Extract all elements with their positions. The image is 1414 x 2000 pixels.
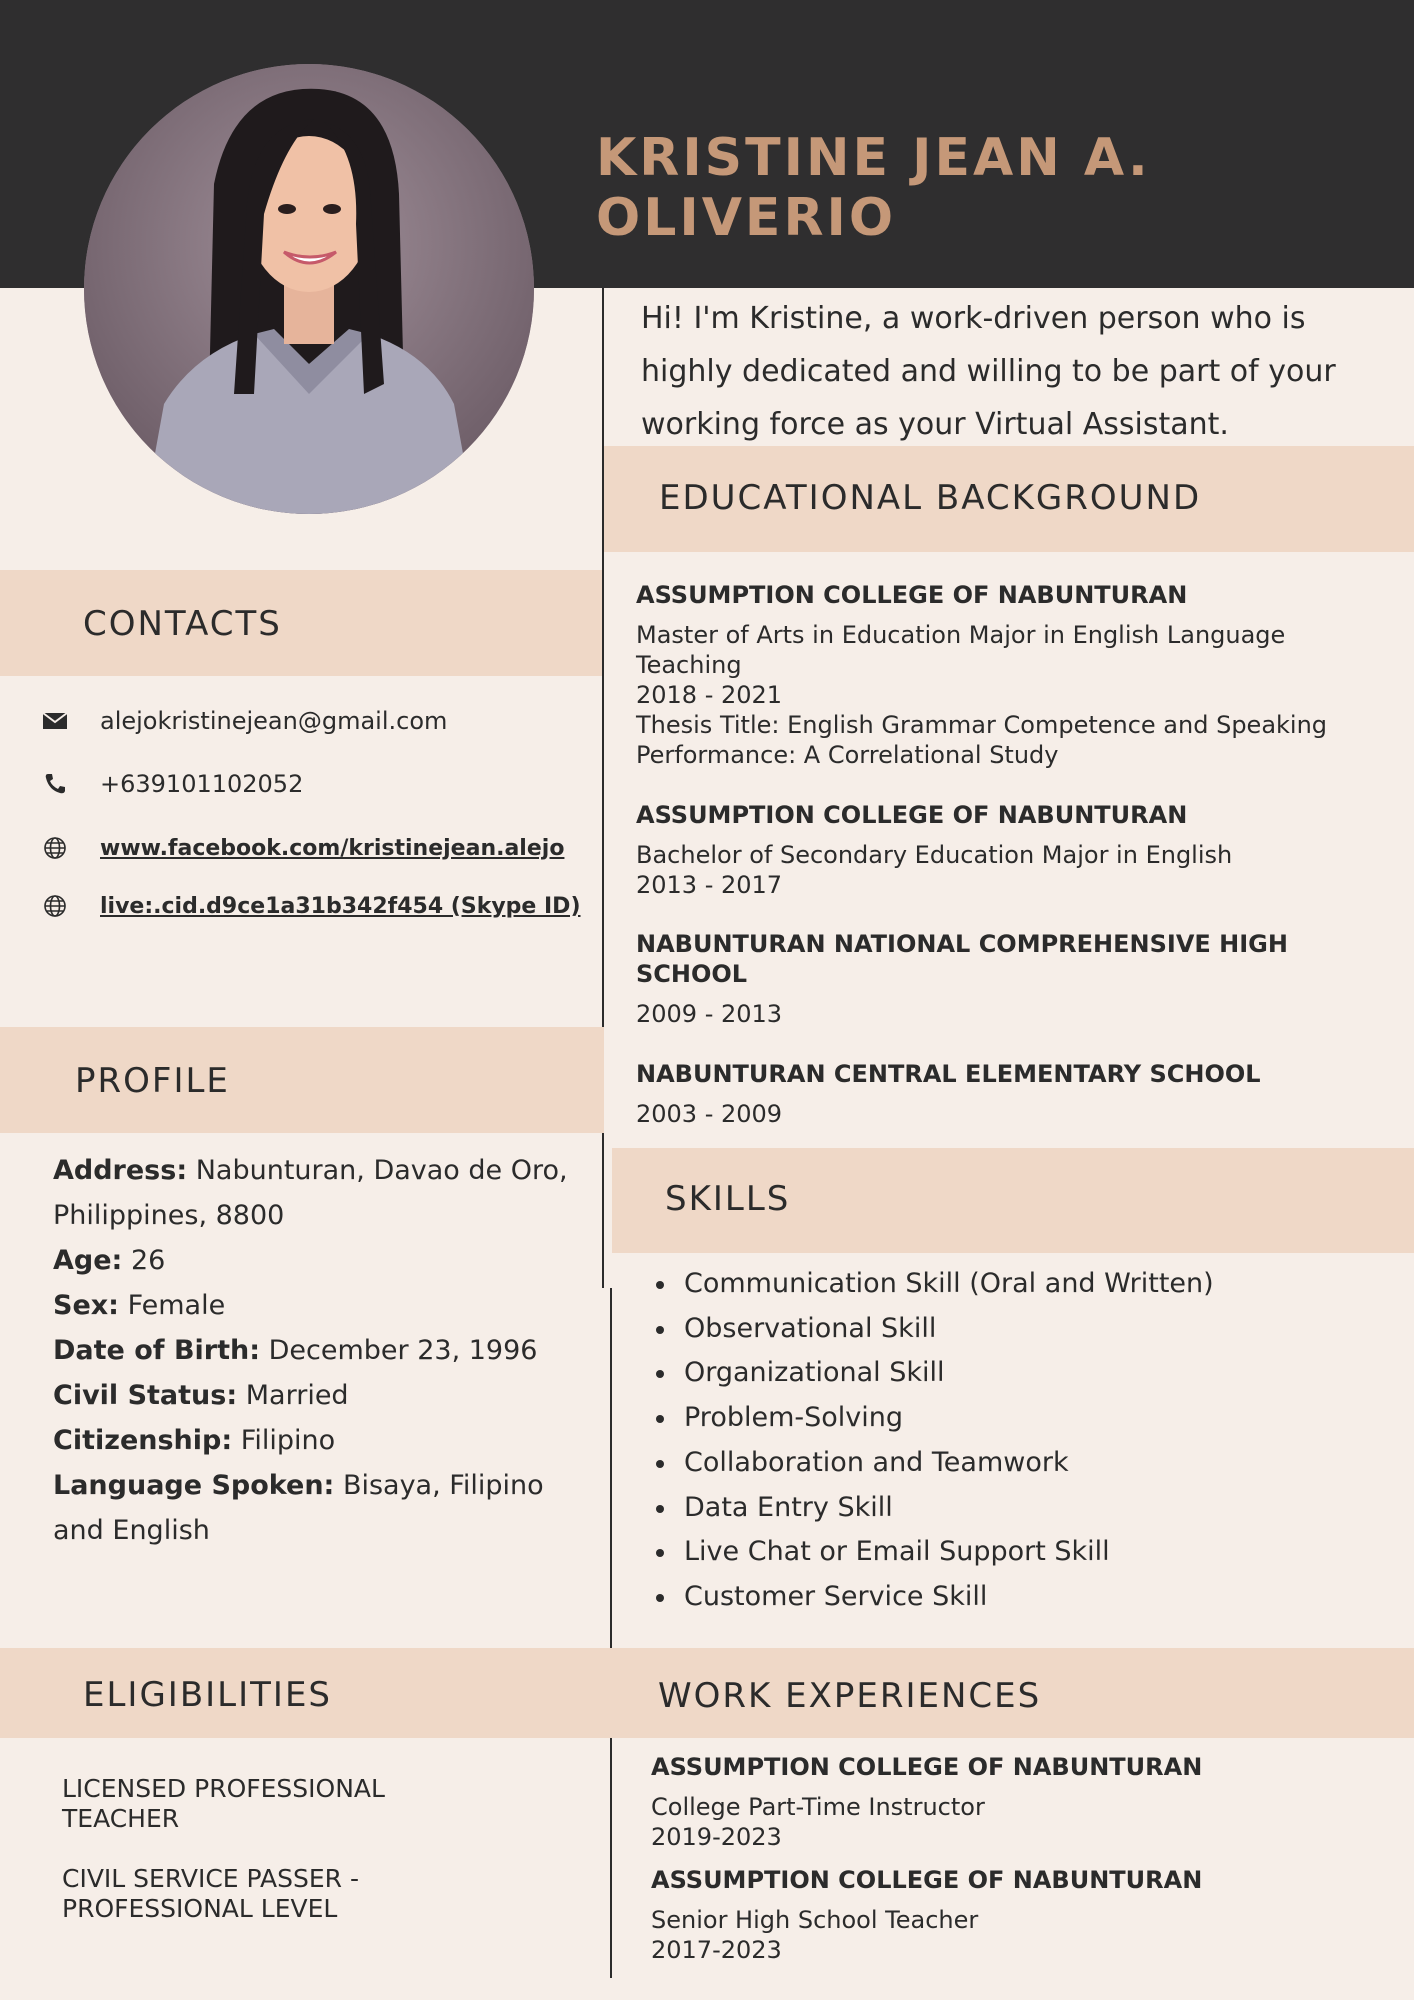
skill-item: Customer Service Skill: [684, 1575, 1214, 1620]
work-company: ASSUMPTION COLLEGE OF NABUNTURAN: [651, 1753, 1203, 1781]
edu-school: NABUNTURAN NATIONAL COMPREHENSIVE HIGH SCHOOL: [636, 930, 1288, 988]
work-title: WORK EXPERIENCES: [658, 1676, 1042, 1716]
skill-item: Live Chat or Email Support Skill: [684, 1530, 1214, 1575]
contact-skype[interactable]: [40, 891, 581, 921]
education-entry: [636, 929, 1356, 1029]
profile-civil-status: Civil Status: Married: [53, 1380, 349, 1411]
globe-icon: [40, 891, 70, 921]
intro-text: Hi! I'm Kristine, a work-driven person who is highly dedicated and willing to be part of your working force as your Virtual Assistant.: [641, 301, 1336, 442]
edu-thesis: Thesis Title: English Grammar Competence and Speaking Performance: A Correlational Study: [636, 711, 1328, 769]
education-entry: [636, 800, 1356, 900]
globe-icon: [40, 833, 70, 863]
work-years: 2019-2023: [651, 1823, 782, 1851]
profile-photo: [84, 64, 534, 514]
column-divider-lower: [610, 1288, 612, 1978]
edu-school: ASSUMPTION COLLEGE OF NABUNTURAN: [636, 581, 1188, 609]
profile-language: Language Spoken: Bisaya, Filipino and English: [53, 1470, 544, 1546]
work-company: ASSUMPTION COLLEGE OF NABUNTURAN: [651, 1866, 1203, 1894]
skill-item: Data Entry Skill: [684, 1486, 1214, 1531]
phone-icon: [40, 769, 70, 799]
facebook-link[interactable]: www.facebook.com/kristinejean.alejo: [100, 835, 565, 861]
edu-degree: Master of Arts in Education Major in English Language Teaching: [636, 621, 1286, 679]
phone-text: +639101102052: [100, 770, 304, 798]
skills-title: SKILLS: [665, 1179, 791, 1219]
work-entry: [651, 1865, 1371, 1965]
education-entry: [636, 1059, 1356, 1129]
work-role: College Part-Time Instructor: [651, 1793, 985, 1821]
edu-years: 2013 - 2017: [636, 871, 783, 899]
column-divider: [602, 288, 604, 1288]
work-years: 2017-2023: [651, 1936, 782, 1964]
edu-years: 2018 - 2021: [636, 681, 783, 709]
edu-years: 2003 - 2009: [636, 1100, 783, 1128]
profile-citizenship: Citizenship: Filipino: [53, 1425, 336, 1456]
profile-details: [53, 1148, 573, 1553]
skill-item: Communication Skill (Oral and Written): [684, 1262, 1214, 1307]
email-text: alejokristinejean@gmail.com: [100, 707, 448, 735]
profile-sex: Sex: Female: [53, 1290, 226, 1321]
eligibility-item: LICENSED PROFESSIONAL TEACHER: [62, 1774, 385, 1833]
portrait-illustration: [84, 64, 534, 514]
profile-address: Address: Nabunturan, Davao de Oro, Philippines, 8800: [53, 1155, 568, 1231]
skill-item: Collaboration and Teamwork: [684, 1441, 1214, 1486]
contact-email: [40, 706, 447, 736]
profile-title: PROFILE: [75, 1061, 230, 1101]
contact-phone: [40, 769, 303, 799]
eligibilities-title: ELIGIBILITIES: [83, 1675, 333, 1715]
resume-name: KRISTINE JEAN A. OLIVERIO: [596, 128, 1151, 248]
edu-degree: Bachelor of Secondary Education Major in English: [636, 841, 1233, 869]
work-role: Senior High School Teacher: [651, 1906, 979, 1934]
contact-facebook[interactable]: [40, 833, 564, 863]
profile-age: Age: 26: [53, 1245, 166, 1276]
skype-link[interactable]: live:.cid.d9ce1a31b342f454 (Skype ID): [100, 893, 581, 919]
edu-school: ASSUMPTION COLLEGE OF NABUNTURAN: [636, 801, 1188, 829]
skills-list: [684, 1262, 1214, 1620]
profile-dob: Date of Birth: December 23, 1996: [53, 1335, 538, 1366]
skill-item: Organizational Skill: [684, 1351, 1214, 1396]
skill-item: Observational Skill: [684, 1307, 1214, 1352]
work-entry: [651, 1752, 1371, 1852]
edu-years: 2009 - 2013: [636, 1000, 783, 1028]
education-title: EDUCATIONAL BACKGROUND: [659, 478, 1202, 518]
eligibility-item: CIVIL SERVICE PASSER - PROFESSIONAL LEVEL: [62, 1864, 359, 1923]
edu-school: NABUNTURAN CENTRAL ELEMENTARY SCHOOL: [636, 1060, 1261, 1088]
skill-item: Problem-Solving: [684, 1396, 1214, 1441]
envelope-icon: [40, 706, 70, 736]
contacts-title: CONTACTS: [83, 604, 282, 644]
education-entry: [636, 580, 1356, 770]
